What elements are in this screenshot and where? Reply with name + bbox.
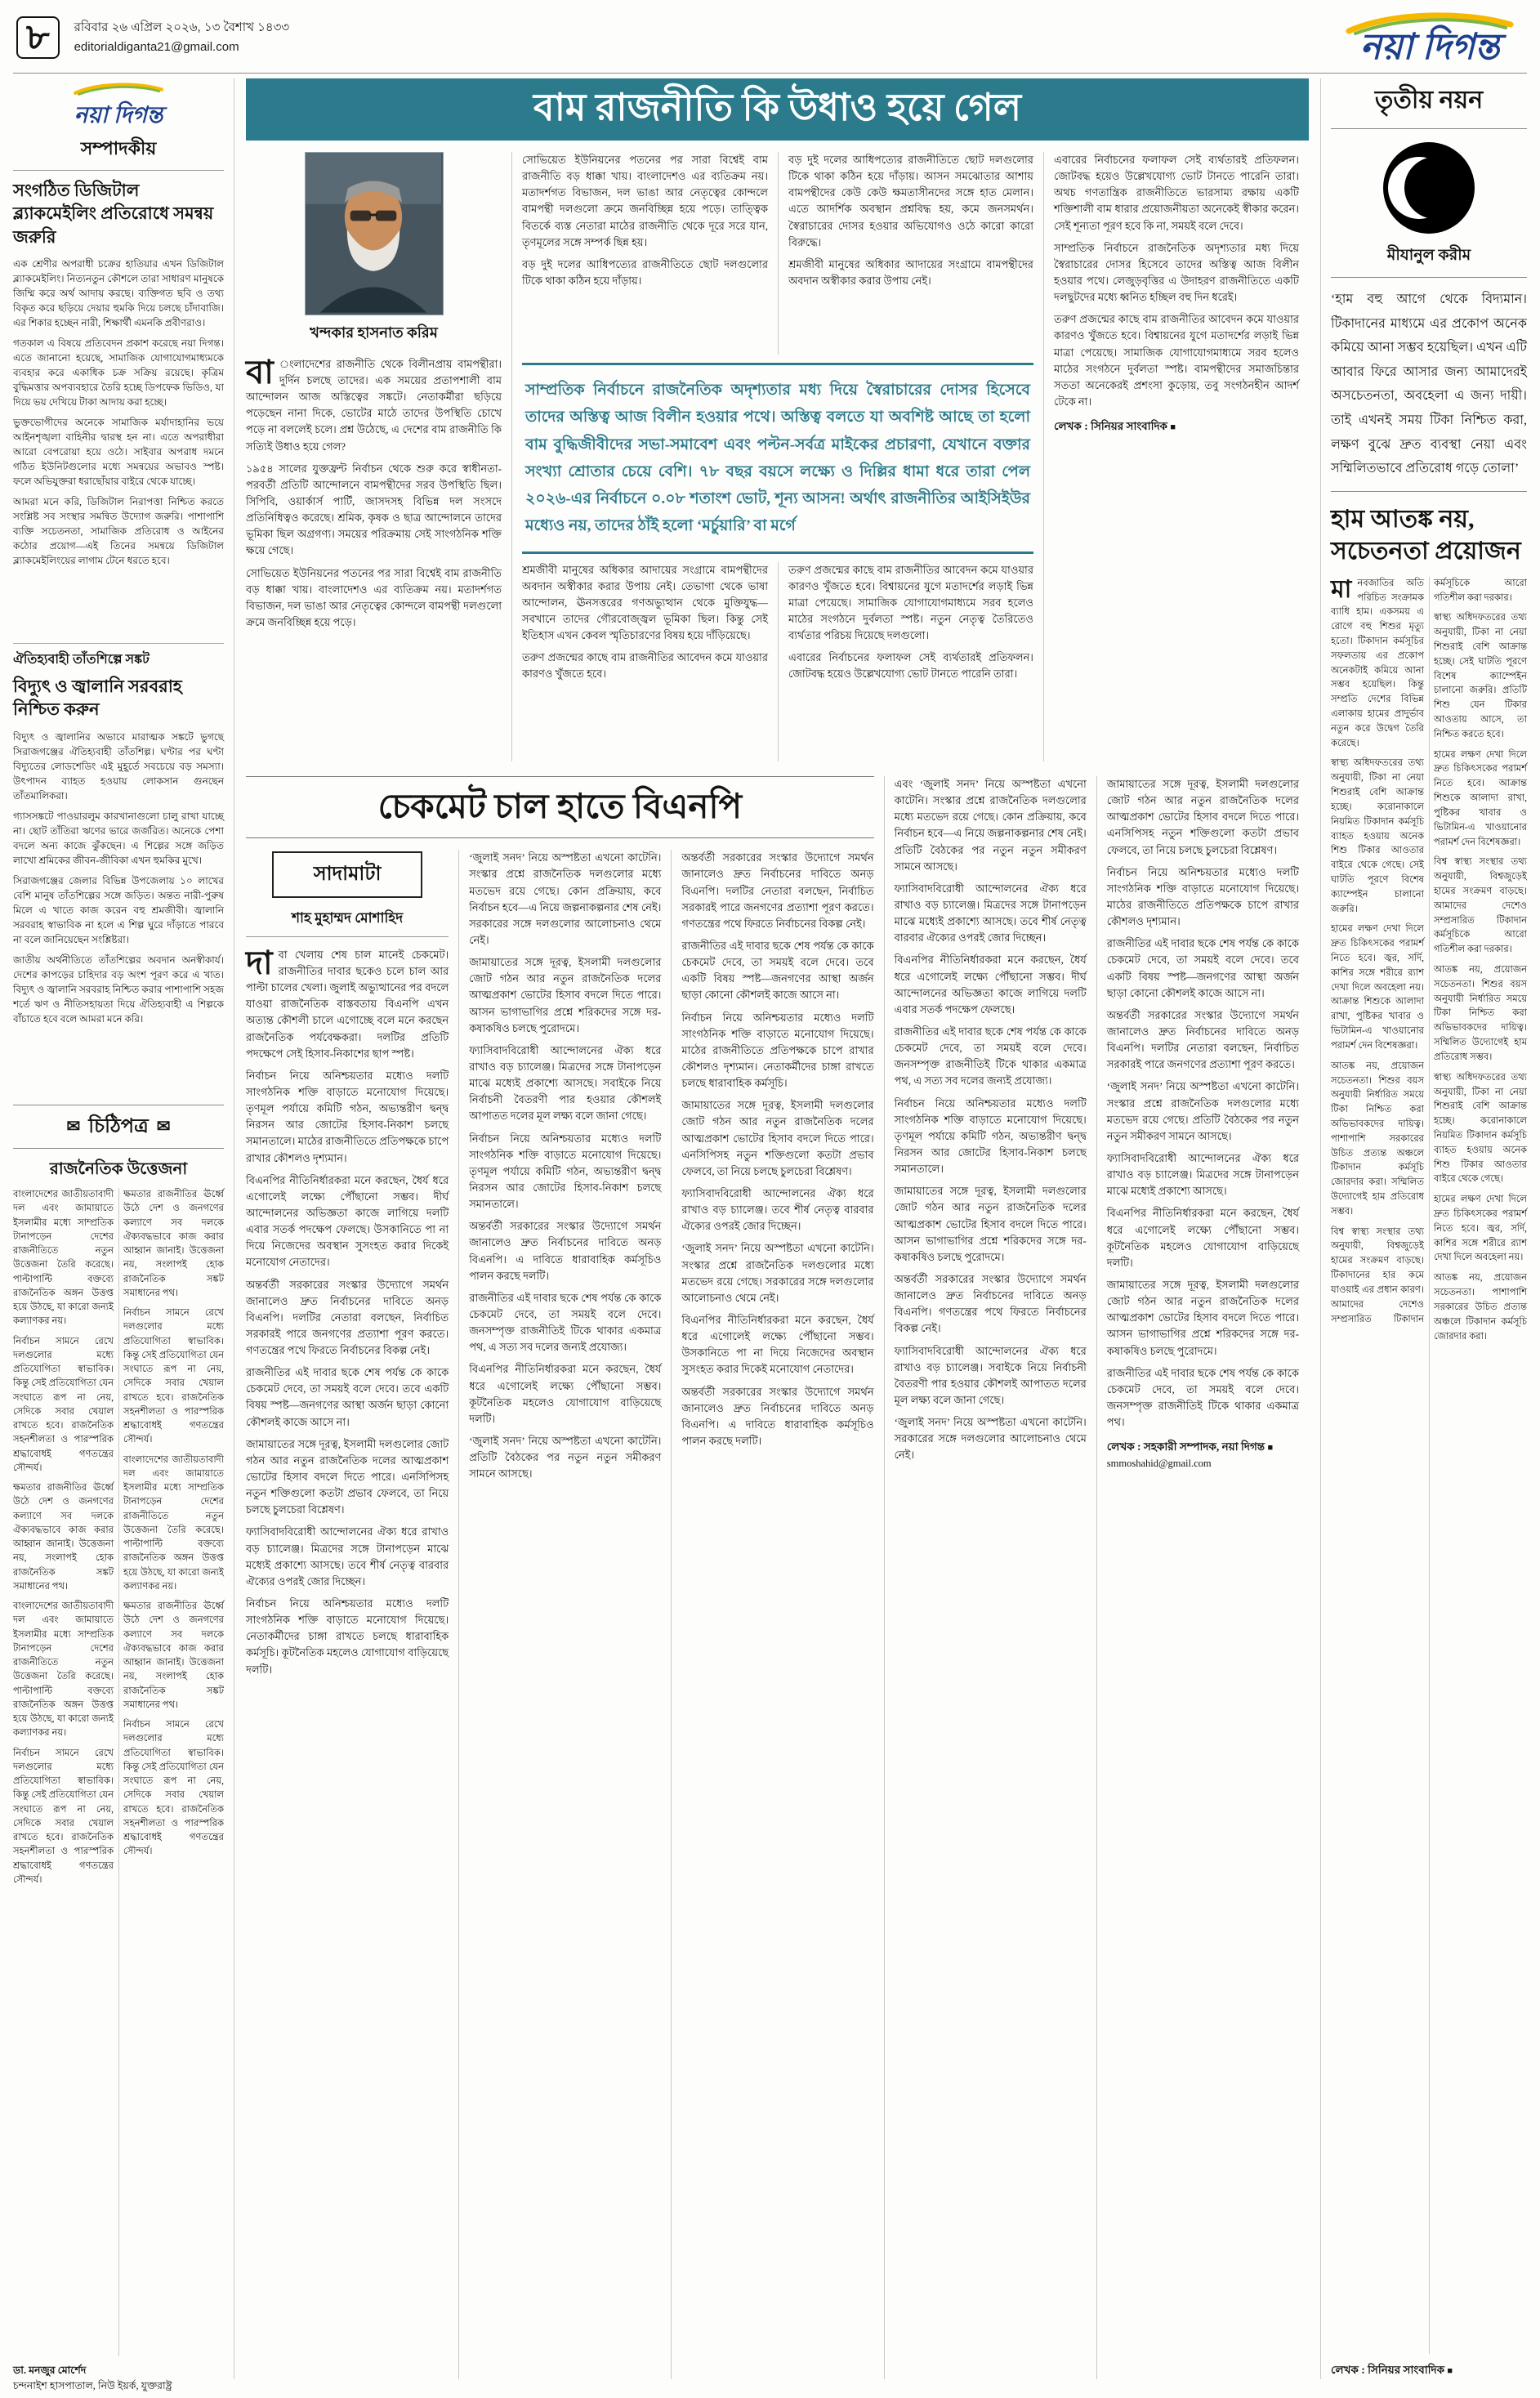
paragraph: বাংলাদেশের জাতীয়তাবাদী দল এবং জামায়াতে ইসলামীর মধ্যে সাম্প্রতিক টানাপড়েন দেশের রাজনীতিতে নতুন উত্তেজনা তৈরি করেছে। পাল্টাপাল্টি বক্তব্যে রাজনৈতিক অঙ্গন উত্তপ্ত হয়ে উঠছে, যা কারো জন্যই কল্যাণকর নয়। — [13, 1190, 114, 1327]
paragraph: তরুণ প্রজন্মের কাছে বাম রাজনীতির আবেদন কমে যাওয়ার কারণও খুঁজতে হবে। বিশ্বায়নের যুগে মতাদর্শের লড়াই ভিন্ন মাত্রা পেয়েছে। সামাজিক যোগাযোগমাধ্যমে সরব হলেও মাঠের সংগঠনে দুর্বলতা স্পষ্ট। বামপন্থীদের সমাজচিন্তার সততা অনেকেরই প্রশংসা কুড়োয়, তবু সংগঠনহীন আদর্শ টেকে না। — [1053, 313, 1299, 408]
paragraph: ‘জুলাই সনদ’ নিয়ে অস্পষ্টতা এখনো কাটেনি। সংস্কার প্রশ্নে রাজনৈতিক দলগুলোর মধ্যে মতভেদ রয়ে গেছে। প্রতিটি বৈঠকের পর নতুন নতুন সমীকরণ সামনে আসছে। — [1106, 1080, 1299, 1142]
paragraph: ফ্যাসিবাদবিরোধী আন্দোলনের ঐক্য ধরে রাখাও বড় চ্যালেঞ্জ। সবাইকে নিয়ে নির্বাচনী বৈতরণী পার হওয়ার কৌশলই আপাতত দলের মূল লক্ষ্য বলে জানা গেছে। — [894, 1344, 1087, 1406]
letter-signature-org: চন্দনাইশ হাসপাতাল, নিউ ইয়র্ক, যুক্তরাষ্ট্র — [13, 2379, 172, 2391]
paragraph: সিরাজগঞ্জের জেলার বিভিন্ন উপজেলায় ১০ লাখের বেশি মানুষ তাঁতশিল্পের সঙ্গে জড়িত। অন্তত নারী-পুরুষ মিলে এ খাতে কাজ করেন বহু শ্রমজীবী। জ্বালানি সরবরাহ স্বাভাবিক না হলে এ শিল্প ঘুরে দাঁড়াতে পারবে না বলে জানিয়েছেন সংশ্লিষ্টরা। — [13, 874, 224, 945]
paragraph: রাজনীতির এই দাবার ছকে শেষ পর্যন্ত কে কাকে চেকমেট দেবে, তা সময়ই বলে দেবে। তবে একটি বিষয় স্পষ্ট—জনগণের আস্থা অর্জন ছাড়া কোনো কৌশলই কাজে আসে না। — [246, 1366, 449, 1428]
paragraph: বিশ্ব স্বাস্থ্য সংস্থার তথ্য অনুযায়ী, বিশ্বজুড়েই হামের সংক্রমণ বাড়ছে। টিকাদানের হার কমে যাওয়াই এর প্রধান কারণ। আমাদের দেশেও সম্প্রসারিত টিকাদান কর্মসূচিকে আরো গতিশীল করা দরকার। — [1331, 578, 1527, 1324]
paragraph: ‘জুলাই সনদ’ নিয়ে অস্পষ্টতা এখনো কাটেনি। সংস্কার প্রশ্নে রাজনৈতিক দলগুলোর মধ্যে মতভেদ রয়ে গেছে। কোন প্রক্রিয়ায়, কবে নির্বাচন হবে—এ নিয়ে জল্পনাকল্পনার শেষ নেই। সরকারের সঙ্গে দলগুলোর আলোচনাও থেমে নেই। — [469, 851, 662, 946]
editorial-column — [13, 78, 234, 2391]
second-col5-body — [1107, 776, 1299, 1431]
paragraph: জামায়াতের সঙ্গে দূরত্ব, ইসলামী দলগুলোর জোট গঠন আর নতুন রাজনৈতিক দলের আত্মপ্রকাশ ভোটের হিসাব বদলে দিতে পারে। এনসিপিসহ নতুন শক্তিগুলো কতটা প্রভাব ফেলবে, তা নিয়ে চলছে চুলচেরা বিশ্লেষণ। — [246, 1437, 449, 1516]
paragraph: সোভিয়েত ইউনিয়নের পতনের পর সারা বিশ্বেই বাম রাজনীতি বড় ধাক্কা খায়। বাংলাদেশও এর ব্যতিক্রম নয়। মতাদর্শগত বিভাজন, দল ভাঙা আর নেতৃত্বের কোন্দলে বামপন্থী দলগুলো ক্রমে জনবিচ্ছিন্ন হয়ে পড়ে। — [246, 566, 502, 628]
end-mark-icon: ■ — [1267, 1443, 1274, 1454]
second-article-col-2 — [458, 850, 671, 2379]
paragraph: ফ্যাসিবাদবিরোধী আন্দোলনের ঐক্য ধরে রাখাও বড় চ্যালেঞ্জ। মিত্রদের সঙ্গে টানাপড়েন মাঝে মধ্যেই প্রকাশ্যে আসছে। — [1106, 1151, 1299, 1198]
paragraph: নির্বাচন নিয়ে অনিশ্চয়তার মধ্যেও দলটি সাংগঠনিক শক্তি বাড়াতে মনোযোগ দিয়েছে। নেতাকর্মীদের চাঙ্গা রাখতে চলছে ধারাবাহিক কর্মসূচি। কূটনৈতিক মহলেও যোগাযোগ বাড়িয়েছে দলটি। — [246, 1597, 449, 1676]
drop-cap: মা — [1331, 575, 1352, 603]
second-article-col-4 — [884, 776, 1096, 2379]
paragraph: নির্বাচন সামনে রেখে দলগুলোর মধ্যে প্রতিযোগিতা স্বাভাবিক। কিন্তু সেই প্রতিযোগিতা যেন সংঘাতে রূপ না নেয়, সেদিকে সবার খেয়াল রাখতে হবে। রাজনৈতিক সহনশীলতা ও পারস্পরিক শ্রদ্ধাবোধই গণতন্ত্রের সৌন্দর্য। — [123, 1308, 224, 1445]
main-article-middle — [511, 152, 1043, 761]
third-eye-quote: ‘হাম বহু আগে থেকে বিদ্যমান। টিকাদানের মাধ্যমে এর প্রকোপ অনেক কমিয়ে আনা সম্ভব হয়েছিল। এখন এটি আবার ফিরে আসার জন্য আমাদেরই অসচেতনতা, অবহেলা এ জন্য দায়ী। তাই এখনই সময় টিকা নিশ্চিত করা, লক্ষণ বুঝে দ্রুত ব্যবস্থা নেয়া এবং সম্মিলিতভাবে প্রতিরোধ গড়ে তোলা’ — [1331, 292, 1527, 476]
second-article-col-1 — [246, 850, 458, 2379]
paragraph: ক্ষমতার রাজনীতির ঊর্ধ্বে উঠে দেশ ও জনগণের কল্যাণে সব দলকে ঐক্যবদ্ধভাবে কাজ করার আহ্বান জানাই। উত্তেজনা নয়, সংলাপই হোক রাজনৈতিক সঙ্কট সমাধানের পথ। — [123, 1190, 224, 1298]
page-number: ৮ — [16, 16, 60, 59]
third-eye-title: তৃতীয় নয়ন — [1331, 78, 1527, 129]
paragraph: নির্বাচন নিয়ে অনিশ্চয়তার মধ্যেও দলটি সাংগঠনিক শক্তি বাড়াতে মনোযোগ দিয়েছে। মাঠের রাজনীতিতে প্রতিপক্ষকে চাপে রাখার কৌশলও দৃশ্যমান। — [1106, 865, 1299, 928]
paragraph: আতঙ্ক নয়, প্রয়োজন সচেতনতা। পাশাপাশি সরকারের উচিত প্রত্যন্ত অঞ্চলে টিকাদান কর্মসূচি জোরদার করা। — [1434, 1273, 1527, 1342]
paragraph: রাজনীতির এই দাবার ছকে শেষ পর্যন্ত কে কাকে চেকমেট দেবে, তা সময়ই বলে দেবে। তবে একটি বিষয় স্পষ্ট—জনগণের আস্থা অর্জন ছাড়া কোনো কৌশলই কাজে আসে না। — [681, 940, 874, 1002]
main-article-body — [246, 152, 1309, 761]
paragraph: বিদ্যুৎ ও জ্বালানির অভাবে মারাত্মক সঙ্কটে ভুগছে সিরাজগঞ্জের ঐতিহ্যবাহী তাঁতশিল্প। ঘণ্টার পর ঘণ্টা বিদ্যুতের লোডশেডিং এই মুহূর্তে সবচেয়ে বড় সমস্যা। উৎপাদন ব্যাহত হওয়ায় লোকসান গুনছেন তাঁতমালিকরা। — [13, 730, 224, 802]
crescent-moon-logo — [1331, 129, 1527, 240]
second-col1-more — [246, 1068, 449, 1678]
middle-bottom-row — [512, 562, 1043, 762]
paragraph: হামের লক্ষণ দেখা দিলে দ্রুত চিকিৎসকের পরামর্শ নিতে হবে। জ্বর, সর্দি, কাশির সঙ্গে শরীরে র‌্যাশ দেখা দিলে অবহেলা নয়। — [1434, 1195, 1527, 1263]
letter-signature-name: ডা. মনজুর মোর্শেদ — [13, 2365, 87, 2376]
editorial-article-2 — [13, 650, 224, 1098]
paragraph: বিশ্ব স্বাস্থ্য সংস্থার তথ্য অনুযায়ী, বিশ্বজুড়েই হামের সংক্রমণ বাড়ছে। আমাদের দেশেও সম্প্রসারিত টিকাদান কর্মসূচিকে আরো গতিশীল করা দরকার। — [1434, 857, 1527, 955]
second-article-col-5 — [1096, 776, 1309, 2379]
masthead-logo — [1344, 10, 1524, 65]
letter-signature — [13, 2363, 224, 2394]
paragraph: জামায়াতের সঙ্গে দূরত্ব, ইসলামী দলগুলোর জোট গঠন আর নতুন রাজনৈতিক দলের আত্মপ্রকাশ ভোটের হিসাব বদলে দিতে পারে। আসন ভাগাভাগির প্রশ্নে শরিকদের সঙ্গে দর-কষাকষিও চলছে পুরোদমে। — [469, 956, 662, 1034]
paragraph: অন্তর্বর্তী সরকারের সংস্কার উদ্যোগে সমর্থন জানালেও দ্রুত নির্বাচনের দাবিতে অনড় বিএনপি। দলটির নেতারা বলছেন, নির্বাচিত সরকারই পারে জনগণের প্রত্যাশা পূরণ করতে। গণতন্ত্রের পথে ফিরতে নির্বাচনের বিকল্প নেই। — [246, 1278, 449, 1357]
paragraph: নির্বাচন নিয়ে অনিশ্চয়তার মধ্যেও দলটি সাংগঠনিক শক্তি বাড়াতে মনোযোগ দিয়েছে। তৃণমূল পর্যায়ে কমিটি গঠন, অভ্যন্তরীণ দ্বন্দ্ব নিরসন আর জোটের হিসাব-নিকাশ চলছে সমানতালে। — [469, 1132, 662, 1211]
paragraph: জাতীয় অর্থনীতিতে তাঁতশিল্পের অবদান অনস্বীকার্য। দেশের কাপড়ের চাহিদার বড় অংশ পূরণ করে এ খাত। বিদ্যুৎ ও জ্বালানি সরবরাহ নিশ্চিত করার পাশাপাশি সহজ শর্তে ঋণ ও নীতিসহায়তা দিয়ে ঐতিহ্যবাহী এ শিল্পকে বাঁচাতে হবে বলে আমরা মনে করি। — [13, 953, 224, 1025]
third-eye-byline: মীযানুল করীম — [1331, 240, 1527, 278]
paragraph: নির্বাচন সামনে রেখে দলগুলোর মধ্যে প্রতিযোগিতা স্বাভাবিক। কিন্তু সেই প্রতিযোগিতা যেন সংঘাতে রূপ না নেয়, সেদিকে সবার খেয়াল রাখতে হবে। রাজনৈতিক সহনশীলতা ও পারস্পরিক শ্রদ্ধাবোধই গণতন্ত্রের সৌন্দর্য। — [123, 1720, 224, 1857]
paragraph: বিএনপির নীতিনির্ধারকরা মনে করছেন, ধৈর্য ধরে এগোলেই লক্ষ্যে পৌঁছানো সম্ভব। উসকানিতে পা না দিয়ে নিজেদের অবস্থান সুসংহত করার দিকেই মনোযোগ নেতাদের। — [681, 1313, 874, 1376]
second-byline: শাহ মুহাম্মদ মোশাহিদ — [246, 908, 449, 936]
paragraph: রাজনীতির এই দাবার ছকে শেষ পর্যন্ত কে কাকে চেকমেট দেবে, তা সময়ই বলে দেবে। জনসম্পৃক্ত রাজনীতিই টিকে থাকার একমাত্র পথ। — [1106, 1366, 1299, 1429]
paragraph: ‘জুলাই সনদ’ নিয়ে অস্পষ্টতা এখনো কাটেনি। সংস্কার প্রশ্নে রাজনৈতিক দলগুলোর মধ্যে মতভেদ রয়ে গেছে। সরকারের সঙ্গে দলগুলোর আলোচনাও থেমে নেই। — [681, 1242, 874, 1304]
paragraph: ক্ষমতার রাজনীতির ঊর্ধ্বে উঠে দেশ ও জনগণের কল্যাণে সব দলকে ঐক্যবদ্ধভাবে কাজ করার আহ্বান জানাই। উত্তেজনা নয়, সংলাপই হোক রাজনৈতিক সঙ্কট সমাধানের পথ। — [13, 1483, 114, 1592]
editorial-1-body — [13, 257, 224, 568]
paragraph: ফ্যাসিবাদবিরোধী আন্দোলনের ঐক্য ধরে রাখাও বড় চ্যালেঞ্জ। মিত্রদের সঙ্গে টানাপড়েন মাঝে মধ্যেই প্রকাশ্যে আসছে। সবাইকে নিয়ে নির্বাচনী বৈতরণী পার হওয়ার কৌশলই আপাতত দলের মূল লক্ষ্য বলে জানা গেছে। — [469, 1043, 662, 1123]
main-article-col-4 — [1043, 152, 1309, 761]
paragraph: তরুণ প্রজন্মের কাছে বাম রাজনীতির আবেদন কমে যাওয়ার কারণও খুঁজতে হবে। বিশ্বায়নের যুগে মতাদর্শের লড়াই ভিন্ন মাত্রা পেয়েছে। সামাজিক যোগাযোগমাধ্যমে সরব হলেও মাঠের সংগঠনে দুর্বলতা স্পষ্ট। নতুন নেতৃত্ব তৈরিতেও ব্যর্থতার পরিচয় দিয়েছে দলগুলো। — [788, 563, 1033, 642]
paragraph: নির্বাচন নিয়ে অনিশ্চয়তার মধ্যেও দলটি সাংগঠনিক শক্তি বাড়াতে মনোযোগ দিয়েছে। তৃণমূল পর্যায়ে কমিটি গঠন, অভ্যন্তরীণ দ্বন্দ্ব নিরসন আর জোটের হিসাব-নিকাশ চলছে সমানতালে। মাঠের রাজনীতিতে প্রতিপক্ষকে চাপে রাখার কৌশলও দৃশ্যমান। — [246, 1069, 449, 1164]
mini-logo-text: নয়া দিগন্ত — [74, 103, 163, 128]
paragraph: নির্বাচন সামনে রেখে দলগুলোর মধ্যে প্রতিযোগিতা স্বাভাবিক। কিন্তু সেই প্রতিযোগিতা যেন সংঘাতে রূপ না নেয়, সেদিকে সবার খেয়াল রাখতে হবে। রাজনৈতিক সহনশীলতা ও পারস্পরিক শ্রদ্ধাবোধই গণতন্ত্রের সৌন্দর্য। — [13, 1748, 114, 1885]
paragraph: আমরা মনে করি, ডিজিটাল নিরাপত্তা নিশ্চিত করতে সংশ্লিষ্ট সব সংস্থার সমন্বিত উদ্যোগ জরুরি। পাশাপাশি ব্যক্তি সচেতনতা, সামাজিক প্রতিরোধ ও আইনের কঠোর প্রয়োগ—এই তিনের সমন্বয়ে ডিজিটাল ব্ল্যাকমেইলিংয়ের লাগাম টেনে ধরতে হবে। — [13, 496, 224, 567]
paragraph: ভুক্তভোগীদের অনেকে সামাজিক মর্যাদাহানির ভয়ে আইনশৃঙ্খলা বাহিনীর দ্বারস্থ হন না। এতে অপরাধীরা আরো বেপরোয়া হয়ে ওঠে। সাইবার অপরাধ দমনে গঠিত ইউনিটগুলোর মধ্যে সমন্বয়ের অভাবও স্পষ্ট। ফলে অভিযুক্তরা ধরাছোঁয়ার বাইরে থেকে যাচ্ছে। — [13, 417, 224, 488]
editorial-article-1 — [13, 179, 224, 636]
paragraph: ফ্যাসিবাদবিরোধী আন্দোলনের ঐক্য ধরে রাখাও বড় চ্যালেঞ্জ। মিত্রদের সঙ্গে টানাপড়েন মাঝে মধ্যেই প্রকাশ্যে আসছে। তবে শীর্ষ নেতৃত্ব বারবার ঐক্যের ওপরই জোর দিচ্ছেন। — [246, 1525, 449, 1588]
paragraph: হামের লক্ষণ দেখা দিলে দ্রুত চিকিৎসকের পরামর্শ নিতে হবে। জ্বর, সর্দি, কাশির সঙ্গে শরীরে র‌্যাশ দেখা দিলে অবহেলা নয়। আক্রান্ত শিশুকে আলাদা রাখা, পুষ্টিকর খাবার ও ভিটামিন-এ খাওয়ানোর পরামর্শ দেন বিশেষজ্ঞরা। — [1331, 924, 1424, 1051]
paragraph: সাম্প্রতিক নির্বাচনে রাজনৈতিক অদৃশ্যতার মধ্য দিয়ে স্বৈরাচারের দোসর হিসেবে তাদের অস্তিত্ব আজ বিলীন হওয়ার পথে। লেজুড়বৃত্তির এ উদাহরণ রাজনীতিতে একটি দলছুটদের মধ্যে ধ্বনিত হচ্ছিল বহু দিন ধরেই। — [1053, 241, 1299, 304]
editorial-2-title: বিদ্যুৎ ও জ্বালানি সরবরাহ নিশ্চিত করুন — [13, 677, 182, 720]
paragraph: আতঙ্ক নয়, প্রয়োজন সচেতনতা। শিশুর বয়স অনুযায়ী নির্ধারিত সময়ে টিকা নিশ্চিত করা অভিভাবকদের দায়িত্ব। সম্মিলিত উদ্যোগেই হাম প্রতিরোধ সম্ভব। — [1434, 965, 1527, 1062]
paragraph: বিএনপির নীতিনির্ধারকরা মনে করছেন, ধৈর্য ধরে এগোলেই লক্ষ্যে পৌঁছানো সম্ভব। কূটনৈতিক মহলেও যোগাযোগ বাড়িয়েছে দলটি। — [1106, 1207, 1299, 1269]
letters-header — [13, 1105, 224, 1149]
paragraph: জামায়াতের সঙ্গে দূরত্ব, ইসলামী দলগুলোর জোট গঠন আর নতুন রাজনৈতিক দলের আত্মপ্রকাশ ভোটের হিসাব বদলে দিতে পারে। এনসিপিসহ নতুন শক্তিগুলো কতটা প্রভাব ফেলবে, তা নিয়ে চলছে চুলচেরা বিশ্লেষণ। — [681, 1099, 874, 1177]
date-line: রবিবার ২৬ এপ্রিল ২০২৬, ১৩ বৈশাখ ১৪৩৩ — [74, 20, 290, 35]
paragraph: রাজনীতির এই দাবার ছকে শেষ পর্যন্ত কে কাকে চেকমেট দেবে, তা সময়ই বলে দেবে। জনসম্পৃক্ত রাজনীতিই টিকে থাকার একমাত্র পথ, এ সত্য সব দলের জন্যই প্রযোজ্য। — [894, 1025, 1087, 1087]
paragraph: নির্বাচন নিয়ে অনিশ্চয়তার মধ্যেও দলটি সাংগঠনিক শক্তি বাড়াতে মনোযোগ দিয়েছে। তৃণমূল পর্যায়ে কমিটি গঠন, অভ্যন্তরীণ দ্বন্দ্ব নিরসন আর জোটের হিসাব-নিকাশ চলছে সমানতালে। — [894, 1096, 1087, 1176]
paragraph: ‘জুলাই সনদ’ নিয়ে অস্পষ্টতা এখনো কাটেনি। সরকারের সঙ্গে দলগুলোর আলোচনাও থেমে নেই। — [894, 1416, 1087, 1462]
letters-section — [13, 1105, 224, 2394]
paragraph: স্বাস্থ্য অধিদফতরের তথ্য অনুযায়ী, টিকা না নেয়া শিশুরাই বেশি আক্রান্ত হচ্ছে। সেই ঘাটতি পূরণে বিশেষ ক্যাম্পেইন চালানো জরুরি। প্রতিটি শিশু যেন টিকার আওতায় আসে, তা নিশ্চিত করতে হবে। — [1434, 613, 1527, 739]
third-eye-footer: লেখক : সিনিয়র সাংবাদিক ■ — [1331, 2364, 1453, 2377]
editorial-2-body — [13, 730, 224, 1026]
middle-top-row — [512, 152, 1043, 355]
end-mark-icon: ■ — [1170, 422, 1176, 433]
paragraph: জামায়াতের সঙ্গে দূরত্ব, ইসলামী দলগুলোর জোট গঠন আর নতুন রাজনৈতিক দলের আত্মপ্রকাশ ভোটের হিসাব বদলে দিতে পারে। আসন ভাগাভাগির প্রশ্নে শরিকদের সঙ্গে দর-কষাকষিও চলছে পুরোদমে। — [894, 1185, 1087, 1263]
paragraph: জামায়াতের সঙ্গে দূরত্ব, ইসলামী দলগুলোর জোট গঠন আর নতুন রাজনৈতিক দলের আত্মপ্রকাশ ভোটের হিসাব বদলে দিতে পারে। এনসিপিসহ নতুন শক্তিগুলো কতটা প্রভাব ফেলবে, তা নিয়ে চলছে চুলচেরা বিশ্লেষণ। — [1106, 778, 1299, 856]
lead-paragraph: মানবজাতির অতি পরিচিত সংক্রামক ব্যাধি হাম। একসময় এ রোগে বহু শিশুর মৃত্যু হতো। টিকাদান কর্মসূচির সফলতায় এর প্রকোপ অনেকটাই কমিয়ে আনা সম্ভব হয়েছিল। কিন্তু সম্প্রতি দেশের বিভিন্ন এলাকায় হামের প্রাদুর্ভাব নতুন করে উদ্বেগ তৈরি করেছে। — [1331, 575, 1424, 748]
envelope-icon: ✉ — [156, 1118, 171, 1136]
main-byline: খন্দকার হাসনাত করিম — [310, 324, 438, 341]
letters-label: চিঠিপত্র — [88, 1116, 149, 1137]
paragraph: গতকাল এ বিষয়ে প্রতিবেদন প্রকাশ করেছে নয়া দিগন্ত। এতে জানানো হয়েছে, সামাজিক যোগাযোগমাধ্যমকে ব্যবহার করে একাধিক চক্র সক্রিয় রয়েছে। কৃত্রিম বুদ্ধিমত্তার অপব্যবহারে তৈরি হচ্ছে ডিপফেক ভিডিও, যা দিয়ে ভয় দেখিয়ে টাকা আদায় করা হচ্ছে। — [13, 337, 224, 409]
paragraph: গ্যাসসঙ্কটে পাওয়ারলুম কারখানাগুলো চালু রাখা যাচ্ছে না। ছোট তাঁতিরা ঋণের ভারে জর্জরিত। অনেকে পেশা বদলে অন্য কাজে ঝুঁকছেন। এ শিল্পের সঙ্গে জড়িত লাখো শ্রমিকের জীবন-জীবিকা এখন হুমকির মুখে। — [13, 810, 224, 866]
paragraph: জামায়াতের সঙ্গে দূরত্ব, ইসলামী দলগুলোর জোট গঠন আর নতুন রাজনৈতিক দলের আত্মপ্রকাশ ভোটের হিসাব বদলে দিতে পারে। আসন ভাগাভাগির প্রশ্নে শরিকদের সঙ্গে দর-কষাকষিও চলছে পুরোদমে। — [1106, 1278, 1299, 1357]
paragraph: স্বাস্থ্য অধিদফতরের তথ্য অনুযায়ী, টিকা না নেয়া শিশুরাই বেশি আক্রান্ত হচ্ছে। করোনাকালে নিয়মিত টিকাদান কর্মসূচি ব্যাহত হওয়ায় অনেক শিশু টিকার আওতার বাইরে থেকে গেছে। সেই ঘাটতি পূরণে বিশেষ ক্যাম্পেইন চালানো জরুরি। — [1331, 758, 1424, 914]
pull-quote: সাম্প্রতিক নির্বাচনে রাজনৈতিক অদৃশ্যতার মধ্য দিয়ে স্বৈরাচারের দোসর হিসেবে তাদের অস্তিত্ব আজ বিলীন হওয়ার পথে। অস্তিত্ব বলতে যা অবশিষ্ট আছে তা হলো বাম বুদ্ধিজীবীদের সভা-সমাবেশ এবং পল্টন-সর্বত্র মাইকের প্রচারণা, যেখানে বক্তার সংখ্যা শ্রোতার চেয়ে বেশি। ৭৮ বছর বয়সে লক্ষ্যে ও দিল্লির ধামা ধরে তারা পেল ২০২৬-এর নির্বাচনে ০.০৮ শতাংশ ভোট, শূন্য আসন! অর্থাৎ রাজনীতির আইসিইউর মধ্যেও নয়, তাদের ঠাঁই হলো ‘মর্চুয়ারি’ বা মর্গে — [522, 363, 1033, 554]
paragraph: ফ্যাসিবাদবিরোধী আন্দোলনের ঐক্য ধরে রাখাও বড় চ্যালেঞ্জ। তবে শীর্ষ নেতৃত্ব বারবার ঐক্যের ওপরই জোর দিচ্ছেন। — [681, 1186, 874, 1233]
paragraph: বিএনপির নীতিনির্ধারকরা মনে করছেন, ধৈর্য ধরে এগোলেই লক্ষ্যে পৌঁছানো সম্ভব। দীর্ঘ আন্দোলনের অভিজ্ঞতা কাজে লাগিয়ে দলটি এবার সতর্ক পদক্ষেপ ফেলছে। — [894, 953, 1087, 1016]
center-column — [234, 78, 1320, 2379]
paragraph: বড় দুই দলের আধিপত্যের রাজনীতিতে ছোট দলগুলোর টিকে থাকা কঠিন হয়ে দাঁড়ায়। আসন সমঝোতার আশায় বামপন্থীদের কেউ কেউ ক্ষমতাসীনদের সঙ্গে হাত মেলান। এতে আদর্শিক অবস্থান প্রশ্নবিদ্ধ হয়, কমে জনসমর্থন। স্বৈরাচারের দোসর হওয়ার অভিযোগও ওঠে কারো কারো বিরুদ্ধে। — [788, 154, 1033, 248]
paragraph: এবারের নির্বাচনের ফলাফল সেই ব্যর্থতারই প্রতিফলন। জোটবদ্ধ হয়েও উল্লেখযোগ্য ভোট টানতে পারেনি তারা। — [788, 651, 1033, 681]
paragraph: নির্বাচন সামনে রেখে দলগুলোর মধ্যে প্রতিযোগিতা স্বাভাবিক। কিন্তু সেই প্রতিযোগিতা যেন সংঘাতে রূপ না নেয়, সেদিকে সবার খেয়াল রাখতে হবে। রাজনৈতিক সহনশীলতা ও পারস্পরিক শ্রদ্ধাবোধই গণতন্ত্রের সৌন্দর্য। — [13, 1336, 114, 1473]
paragraph: বাংলাদেশের জাতীয়তাবাদী দল এবং জামায়াতে ইসলামীর মধ্যে সাম্প্রতিক টানাপড়েন দেশের রাজনীতিতে নতুন উত্তেজনা তৈরি করেছে। পাল্টাপাল্টি বক্তব্যে রাজনৈতিক অঙ্গন উত্তপ্ত হয়ে উঠছে, যা কারো জন্যই কল্যাণকর নয়। — [13, 1601, 114, 1739]
lead-paragraph: দাবা খেলায় শেষ চাল মানেই চেকমেট। রাজনীতির দাবার ছকেও চলে চাল আর পাল্টা চালের খেলা। জুলাই অভ্যুত্থানের পর বদলে যাওয়া রাজনৈতিক বাস্তবতায় বিএনপি এখন অত্যন্ত কৌশলী চালে এগোচ্ছে বলে মনে করছেন রাজনৈতিক পর্যবেক্ষকরা। দলটির প্রতিটি পদক্ষেপে সেই হিসাব-নিকাশের ছাপ স্পষ্ট। — [246, 944, 449, 1060]
masthead-title: নয়া দিগন্ত — [1359, 26, 1500, 67]
main-headline: বাম রাজনীতি কি উধাও হয়ে গেল — [246, 78, 1309, 141]
section-editorial-label: সম্পাদকীয় — [80, 138, 157, 159]
paragraph: এক শ্রেণীর অপরাধী চক্রের হাতিয়ার এখন ডিজিটাল ব্ল্যাকমেইলিং। নিত্যনতুন কৌশলে তারা সাধারণ মানুষকে জিম্মি করে অর্থ আদায় করছে। ব্যক্তিগত ছবি ও তথ্য বিকৃত করে ছড়িয়ে দেয়ার হুমকি দিয়ে চলছে চাঁদাবাজি। এর শিকার হচ্ছেন নারী, শিক্ষার্থী এমনকি প্রবীণরাও। — [13, 258, 224, 329]
letter-title: রাজনৈতিক উত্তেজনা — [49, 1160, 188, 1178]
paragraph: বিএনপির নীতিনির্ধারকরা মনে করছেন, ধৈর্য ধরে এগোলেই লক্ষ্যে পৌঁছানো সম্ভব। কূটনৈতিক মহলেও যোগাযোগ বাড়িয়েছে দলটি। — [469, 1363, 662, 1425]
paragraph: শ্রমজীবী মানুষের অধিকার আদায়ের সংগ্রামে বামপন্থীদের অবদান অস্বীকার করার উপায় নেই। তেভাগা থেকে ভাষা আন্দোলন, ঊনসত্তরের গণঅভ্যুত্থান থেকে মুক্তিযুদ্ধ—সবখানে তাদের গৌরবোজ্জ্বল ভূমিকা ছিল। কিন্তু সেই ইতিহাস এখন কেবল স্মৃতিচারণের বিষয় হয়ে দাঁড়িয়েছে। — [522, 563, 768, 642]
envelope-icon: ✉ — [66, 1118, 81, 1136]
mini-logo — [13, 82, 224, 133]
paragraph: ক্ষমতার রাজনীতির ঊর্ধ্বে উঠে দেশ ও জনগণের কল্যাণে সব দলকে ঐক্যবদ্ধভাবে কাজ করার আহ্বান জানাই। উত্তেজনা নয়, সংলাপই হোক রাজনৈতিক সঙ্কট সমাধানের পথ। — [123, 1601, 224, 1710]
main-article-col-3 — [778, 152, 1043, 355]
paragraph: অন্তর্বর্তী সরকারের সংস্কার উদ্যোগে সমর্থন জানালেও দ্রুত নির্বাচনের দাবিতে অনড় বিএনপি। এ দাবিতে ধারাবাহিক কর্মসূচিও পালন করছে দলটি। — [469, 1220, 662, 1282]
author-email[interactable]: smmoshahid@gmail.com — [1106, 1458, 1212, 1470]
second-article — [246, 776, 1309, 2379]
paragraph: বড় দুই দলের আধিপত্যের রাজনীতিতে ছোট দলগুলোর টিকে থাকা কঠিন হয়ে দাঁড়ায়। — [522, 257, 768, 287]
paragraph: স্বাস্থ্য অধিদফতরের তথ্য অনুযায়ী, টিকা না নেয়া শিশুরাই বেশি আক্রান্ত হচ্ছে। করোনাকালে নিয়মিত টিকাদান কর্মসূচি ব্যাহত হওয়ায় অনেক শিশু টিকার আওতার বাইরে থেকে গেছে। — [1434, 1072, 1527, 1185]
paragraph: হামের লক্ষণ দেখা দিলে দ্রুত চিকিৎসকের পরামর্শ নিতে হবে। আক্রান্ত শিশুকে আলাদা রাখা, পুষ্টিকর খাবার ও ভিটামিন-এ খাওয়ানোর পরামর্শ দেন বিশেষজ্ঞরা। — [1434, 749, 1527, 847]
paragraph: রাজনীতির এই দাবার ছকে শেষ পর্যন্ত কে কাকে চেকমেট দেবে, তা সময়ই বলে দেবে। তবে একটি বিষয় স্পষ্ট—জনগণের আস্থা অর্জন ছাড়া কোনো কৌশলই কাজে আসে না। — [1106, 937, 1299, 999]
second-article-footer: লেখক : সহকারী সম্পাদক, নয়া দিগন্ত ■ smmoshahid@gmail.com — [1107, 1439, 1299, 1471]
paragraph: ১৯৫৪ সালের যুক্তফ্রন্ট নির্বাচন থেকে শুরু করে স্বাধীনতা-পরবর্তী প্রতিটি আন্দোলনে বামপন্থীদের সরব উপস্থিতি ছিল। সিপিবি, ওয়ার্কার্স পার্টি, জাসদসহ বিভিন্ন দল সংসদে প্রতিনিধিত্বও করেছে। শ্রমিক, কৃষক ও ছাত্র আন্দোলনে তাদের ভূমিকা ছিল অগ্রগণ্য। সময়ের পরিক্রমায় সেই সাংগঠনিক শক্তি ক্ষয়ে গেছে। — [246, 462, 502, 557]
main-article-col-2 — [512, 152, 778, 355]
editorial-1-title: সংগঠিত ডিজিটাল ব্ল্যাকমেইলিং প্রতিরোধে সমন্বয় জরুরি — [13, 181, 214, 247]
paragraph: ‘জুলাই সনদ’ নিয়ে অস্পষ্টতা এখনো কাটেনি। প্রতিটি বৈঠকের পর নতুন নতুন সমীকরণ সামনে আসছে। — [469, 1434, 662, 1480]
second-headline: চেকমেট চাল হাতে বিএনপি — [377, 788, 742, 826]
main-article-col-2b — [512, 562, 778, 762]
drop-cap: বা — [246, 353, 274, 391]
paragraph: বিএনপির নীতিনির্ধারকরা মনে করছেন, ধৈর্য ধরে এগোলেই লক্ষ্যে পৌঁছানো সম্ভব। দীর্ঘ আন্দোলনের অভিজ্ঞতা কাজে লাগিয়ে দলটি এবার সতর্ক পদক্ষেপ ফেলছে। উসকানিতে পা না দিয়ে নিজেদের অবস্থান সুসংহত করার দিকেই মনোযোগ নেতাদের। — [246, 1173, 449, 1269]
divider — [13, 643, 224, 644]
dateline-block — [74, 18, 290, 56]
page-header — [13, 8, 1527, 74]
paragraph: রাজনীতির এই দাবার ছকে শেষ পর্যন্ত কে কাকে চেকমেট দেবে, তা সময়ই বলে দেবে। জনসম্পৃক্ত রাজনীতিই টিকে থাকার একমাত্র পথ, এ সত্য সব দলের জন্যই প্রযোজ্য। — [469, 1291, 662, 1354]
main-article-col-1 — [246, 152, 511, 761]
paragraph: আতঙ্ক নয়, প্রয়োজন সচেতনতা। শিশুর বয়স অনুযায়ী নির্ধারিত সময়ে টিকা নিশ্চিত করা অভিভাবকদের দায়িত্ব। পাশাপাশি সরকারের উচিত প্রত্যন্ত অঞ্চলে টিকাদান কর্মসূচি জোরদার করা। সম্মিলিত উদ্যোগেই হাম প্রতিরোধ সম্ভব। — [1331, 1061, 1424, 1217]
paragraph: এবারের নির্বাচনের ফলাফল সেই ব্যর্থতারই প্রতিফলন। জোটবদ্ধ হয়েও উল্লেখযোগ্য ভোট টানতে পারেনি তারা। অথচ গণতান্ত্রিক রাজনীতিতে ভারসাম্য রক্ষায় একটি শক্তিশালী বাম ধারার প্রয়োজনীয়তা অনেকেই স্বীকার করেন। সেই শূন্যতা পূরণ হবে কি না, সময়ই বলে দেবে। — [1053, 154, 1299, 232]
lead-paragraph: বা ংলাদেশের রাজনীতি থেকে বিলীনপ্রায় বামপন্থীরা। দুর্দিন চলছে তাদের। এক সময়ের প্রতাপশালী বাম আন্দোলন আজ অস্তিত্বের সঙ্কটে। নেতাকর্মীরা ছড়িয়ে পড়েছেন নানা দিকে, ভোটের মাঠে তাদের উপস্থিতি চোখে পড়ে না বললেই চলে। প্রশ্ন উঠেছে, এ দেশের বাম রাজনীতি কি সত্যিই উধাও হয়ে গেল? — [246, 353, 502, 453]
paragraph: ফ্যাসিবাদবিরোধী আন্দোলনের ঐক্য ধরে রাখাও বড় চ্যালেঞ্জ। মিত্রদের সঙ্গে টানাপড়েন মাঝে মধ্যেই প্রকাশ্যে আসছে। তবে শীর্ষ নেতৃত্ব বারবার ঐক্যের ওপরই জোর দিচ্ছেন। — [894, 882, 1087, 944]
paragraph: তরুণ প্রজন্মের কাছে বাম রাজনীতির আবেদন কমে যাওয়ার কারণও খুঁজতে হবে। — [522, 651, 768, 681]
main-col1-more — [246, 461, 502, 631]
editorial-2-kicker: ঐতিহ্যবাহী তাঁতশিল্পে সঙ্কট — [13, 653, 150, 667]
paragraph: সোভিয়েত ইউনিয়নের পতনের পর সারা বিশ্বেই বাম রাজনীতি বড় ধাক্কা খায়। বাংলাদেশও এর ব্যতিক্রম নয়। মতাদর্শগত বিভাজন, দল ভাঙা আর নেতৃত্বের কোন্দলে বামপন্থী দলগুলো ক্রমে জনবিচ্ছিন্ন হয়ে পড়ে। তাত্ত্বিক বিতর্কে ব্যস্ত নেতারা মাঠের রাজনীতি থেকে দূরে সরে যান, তৃণমূলের সঙ্গে সম্পর্ক ছিন্ন হয়। — [522, 154, 768, 248]
header-email[interactable]: editorialdiganta21@gmail.com — [74, 39, 239, 54]
third-eye-column — [1320, 78, 1527, 2379]
main-article-col-3b — [778, 562, 1043, 762]
third-eye-body — [1331, 577, 1527, 2354]
page-body — [13, 78, 1527, 2391]
paragraph: বাংলাদেশের জাতীয়তাবাদী দল এবং জামায়াতে ইসলামীর মধ্যে সাম্প্রতিক টানাপড়েন দেশের রাজনীতিতে নতুন উত্তেজনা তৈরি করেছে। পাল্টাপাল্টি বক্তব্যে রাজনৈতিক অঙ্গন উত্তপ্ত হয়ে উঠছে, যা কারো জন্যই কল্যাণকর নয়। — [123, 1454, 224, 1592]
paragraph: অন্তর্বর্তী সরকারের সংস্কার উদ্যোগে সমর্থন জানালেও দ্রুত নির্বাচনের দাবিতে অনড় বিএনপি। দলটির নেতারা বলছেন, নির্বাচিত সরকারই পারে জনগণের প্রত্যাশা পূরণ করতে। — [1106, 1008, 1299, 1071]
second-article-col-3 — [671, 850, 883, 2379]
third-eye-headline: হাম আতঙ্ক নয়, সচেতনতা প্রয়োজন — [1331, 491, 1527, 567]
paragraph: এবং ‘জুলাই সনদ’ নিয়ে অস্পষ্টতা এখনো কাটেনি। সংস্কার প্রশ্নে রাজনৈতিক দলগুলোর মধ্যে মতভেদ রয়ে গেছে। কোন প্রক্রিয়ায়, কবে নির্বাচন হবে—এ নিয়ে জল্পনাকল্পনার শেষ নেই। প্রতিটি বৈঠকের পর নতুন নতুন সমীকরণ সামনে আসছে। — [894, 778, 1087, 873]
column-name-box: সাদামাটা — [272, 851, 423, 898]
main-article — [246, 78, 1309, 761]
paragraph: অন্তর্বর্তী সরকারের সংস্কার উদ্যোগে সমর্থন জানালেও দ্রুত নির্বাচনের দাবিতে অনড় বিএনপি। দলটির নেতারা বলছেন, নির্বাচিত সরকারই পারে জনগণের প্রত্যাশা পূরণ করতে। গণতন্ত্রের পথে ফিরতে নির্বাচনের বিকল্প নেই। — [681, 851, 874, 930]
main-article-footer: লেখক : সিনিয়র সাংবাদিক ■ — [1053, 420, 1176, 433]
paragraph: শ্রমজীবী মানুষের অধিকার আদায়ের সংগ্রামে বামপন্থীদের অবদান অস্বীকার করার উপায় নেই। — [788, 257, 1033, 287]
drop-cap: দা — [246, 944, 273, 981]
mini-swoosh-icon — [69, 82, 167, 95]
paragraph: নির্বাচন নিয়ে অনিশ্চয়তার মধ্যেও দলটি সাংগঠনিক শক্তি বাড়াতে মনোযোগ দিয়েছে। মাঠের রাজনীতিতে প্রতিপক্ষকে চাপে রাখার কৌশলও দৃশ্যমান। নেতাকর্মীদের চাঙ্গা রাখতে চলছে ধারাবাহিক কর্মসূচি। — [681, 1011, 874, 1090]
end-mark-icon: ■ — [1447, 2366, 1453, 2377]
main-col4-body — [1054, 152, 1299, 410]
paragraph: অন্তর্বর্তী সরকারের সংস্কার উদ্যোগে সমর্থন জানালেও দ্রুত নির্বাচনের দাবিতে অনড় বিএনপি। এ দাবিতে ধারাবাহিক কর্মসূচিও পালন করছে দলটি। — [681, 1385, 874, 1447]
editorial-masthead — [13, 78, 224, 171]
second-headline-block — [246, 776, 874, 838]
author-photo — [305, 152, 444, 315]
letter-body — [13, 1188, 224, 2356]
paragraph: অন্তর্বর্তী সরকারের সংস্কার উদ্যোগে সমর্থন জানালেও দ্রুত নির্বাচনের দাবিতে অনড় বিএনপি। গণতন্ত্রের পথে ফিরতে নির্বাচনের বিকল্প নেই। — [894, 1272, 1087, 1335]
